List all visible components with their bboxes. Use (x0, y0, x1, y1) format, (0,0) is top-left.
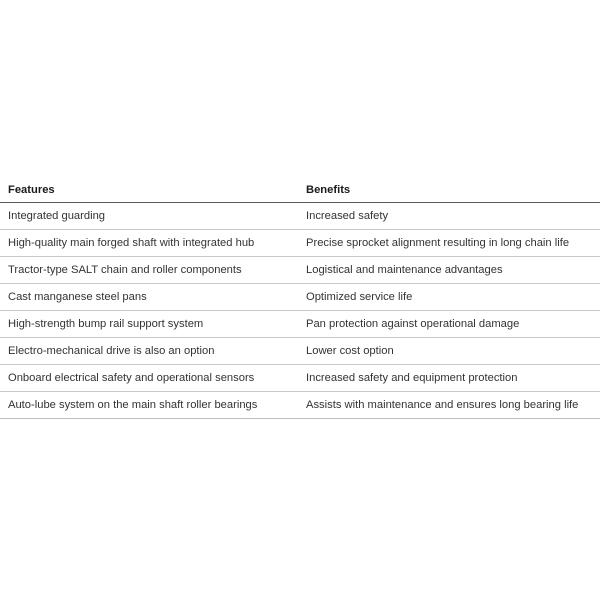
feature-cell: Tractor-type SALT chain and roller components (0, 257, 298, 284)
benefit-cell: Increased safety and equipment protection (298, 365, 600, 392)
table-row (0, 257, 600, 284)
feature-cell: Integrated guarding (0, 203, 298, 230)
feature-cell: Onboard electrical safety and operational sensors (0, 365, 298, 392)
benefit-cell: Optimized service life (298, 284, 600, 311)
table-row (0, 365, 600, 392)
feature-cell: High-strength bump rail support system (0, 311, 298, 338)
feature-cell: Auto-lube system on the main shaft roller bearings (0, 392, 298, 419)
header-row (0, 176, 600, 203)
benefit-cell: Lower cost option (298, 338, 600, 365)
benefit-cell: Logistical and maintenance advantages (298, 257, 600, 284)
table-body (0, 203, 600, 419)
table-row (0, 284, 600, 311)
table-row (0, 230, 600, 257)
features-column-header: Features (0, 176, 298, 203)
feature-cell: High-quality main forged shaft with integrated hub (0, 230, 298, 257)
benefit-cell: Pan protection against operational damage (298, 311, 600, 338)
features-benefits-table-container (0, 176, 600, 419)
benefits-column-header: Benefits (298, 176, 600, 203)
table-row (0, 392, 600, 419)
table-row (0, 338, 600, 365)
benefit-cell: Precise sprocket alignment resulting in long chain life (298, 230, 600, 257)
table-row (0, 203, 600, 230)
features-benefits-table (0, 176, 600, 419)
feature-cell: Electro-mechanical drive is also an option (0, 338, 298, 365)
table-row (0, 311, 600, 338)
benefit-cell: Increased safety (298, 203, 600, 230)
table-header (0, 176, 600, 203)
feature-cell: Cast manganese steel pans (0, 284, 298, 311)
benefit-cell: Assists with maintenance and ensures long bearing life (298, 392, 600, 419)
